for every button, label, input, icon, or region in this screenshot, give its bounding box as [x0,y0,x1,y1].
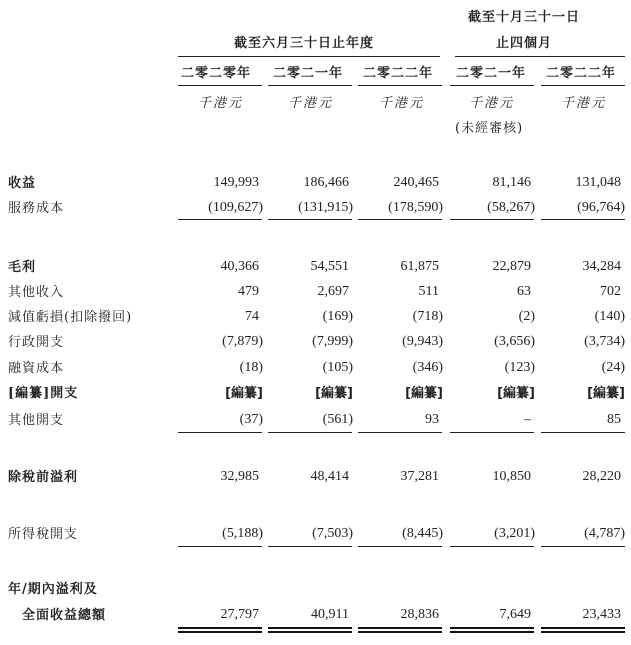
table-cell: 7,649 [499,607,531,622]
table-cell: (18) [239,360,263,375]
row-label-other-expenses: 其他開支 [8,413,65,428]
table-cell: (5,188) [222,526,263,541]
subtotal-rule [541,432,625,433]
table-cell: 23,433 [582,607,621,622]
table-cell: (140) [594,309,625,324]
subtotal-rule [450,432,534,433]
table-cell: 54,551 [310,259,349,274]
year-header-3: 二零二二年 [363,66,434,81]
table-cell: [編纂] [225,386,263,401]
row-label-profit-before-tax: 除稅前溢利 [8,470,79,485]
table-cell: (2) [518,309,535,324]
table-cell: (96,764) [577,200,625,215]
unit-label-1: 千港元 [198,96,244,111]
row-label-cost-of-services: 服務成本 [8,201,65,216]
subtotal-rule [450,546,534,547]
table-cell: [編纂] [587,386,625,401]
table-cell: (58,267) [487,200,535,215]
subtotal-rule [541,219,625,220]
table-cell: [編纂] [405,386,443,401]
table-cell: 63 [517,284,531,299]
subtotal-rule [178,219,262,220]
table-cell: (346) [412,360,443,375]
table-cell: 131,048 [575,175,621,190]
subtotal-rule [450,219,534,220]
row-label-income-tax: 所得稅開支 [8,527,79,542]
year-header-4: 二零二一年 [456,66,527,81]
table-cell: 48,414 [310,469,349,484]
unit-label-3: 千港元 [379,96,425,111]
total-double-rule [268,627,352,633]
period-header-4m-line2: 止四個月 [496,36,553,51]
year-rule-3 [358,85,442,86]
table-cell: (7,879) [222,334,263,349]
header-rule-fy [178,56,440,57]
row-label-redacted-expenses: [編纂]開支 [8,386,79,401]
table-cell: 61,875 [400,259,439,274]
table-cell: 93 [425,412,439,427]
table-cell: 702 [600,284,621,299]
table-cell: 479 [238,284,259,299]
table-cell: 28,836 [400,607,439,622]
subtotal-rule [358,432,442,433]
period-header-4m-line1: 截至十月三十一日 [468,10,581,25]
table-cell: 74 [245,309,259,324]
table-cell: – [524,412,531,427]
table-cell: 40,366 [220,259,259,274]
row-label-impairment: 減值虧損(扣除撥回) [8,310,133,325]
period-header-fy: 截至六月三十日止年度 [234,36,375,51]
year-rule-4 [450,85,534,86]
table-cell: 149,993 [213,175,259,190]
table-cell: (7,999) [312,334,353,349]
year-header-5: 二零二二年 [546,66,617,81]
table-cell: 32,985 [220,469,259,484]
row-label-admin-expenses: 行政開支 [8,335,65,350]
subtotal-rule [178,432,262,433]
row-label-gross-profit: 毛利 [8,260,37,275]
table-cell: (24) [601,360,625,375]
subtotal-rule [541,546,625,547]
table-cell: (169) [322,309,353,324]
year-header-2: 二零二一年 [273,66,344,81]
year-rule-2 [268,85,352,86]
table-cell: (3,201) [494,526,535,541]
table-cell: 511 [418,284,439,299]
table-cell: (131,915) [298,200,353,215]
unit-label-4: 千港元 [469,96,515,111]
table-cell: 186,466 [303,175,349,190]
subtotal-rule [178,546,262,547]
table-cell: (7,503) [312,526,353,541]
table-cell: (37) [239,412,263,427]
subtotal-rule [358,546,442,547]
table-cell: (4,787) [584,526,625,541]
subtotal-rule [268,546,352,547]
table-cell: (718) [412,309,443,324]
table-cell: 2,697 [317,284,349,299]
year-rule-5 [541,85,625,86]
table-cell: (109,627) [208,200,263,215]
row-label-total-comprehensive-income: 全面收益總額 [22,608,107,623]
table-cell: 27,797 [220,607,259,622]
table-cell: (123) [504,360,535,375]
table-cell: (561) [322,412,353,427]
table-cell: 37,281 [400,469,439,484]
table-cell: (3,656) [494,334,535,349]
table-cell: 10,850 [492,469,531,484]
table-cell: 81,146 [492,175,531,190]
subtotal-rule [268,219,352,220]
total-double-rule [358,627,442,633]
table-cell: (9,943) [402,334,443,349]
unit-label-5: 千港元 [561,96,607,111]
table-cell: 34,284 [582,259,621,274]
table-cell: 85 [607,412,621,427]
unaudited-note: (未經審核) [455,121,524,136]
table-cell: 22,879 [492,259,531,274]
total-double-rule [541,627,625,633]
table-cell: (178,590) [388,200,443,215]
total-double-rule [178,627,262,633]
subtotal-rule [358,219,442,220]
table-cell: (105) [322,360,353,375]
row-label-finance-costs: 融資成本 [8,361,65,376]
unit-label-2: 千港元 [288,96,334,111]
header-rule-4m [455,56,625,57]
row-label-other-income: 其他收入 [8,285,65,300]
subtotal-rule [268,432,352,433]
total-double-rule [450,627,534,633]
table-cell: 40,911 [311,607,349,622]
table-cell: [編纂] [315,386,353,401]
year-rule-1 [178,85,262,86]
table-cell: (3,734) [584,334,625,349]
table-cell: 28,220 [582,469,621,484]
row-label-profit-line1: 年/期內溢利及 [8,582,98,597]
table-cell: 240,465 [393,175,439,190]
year-header-1: 二零二零年 [181,66,252,81]
row-label-revenue: 收益 [8,176,37,191]
table-cell: [編纂] [497,386,535,401]
table-cell: (8,445) [402,526,443,541]
